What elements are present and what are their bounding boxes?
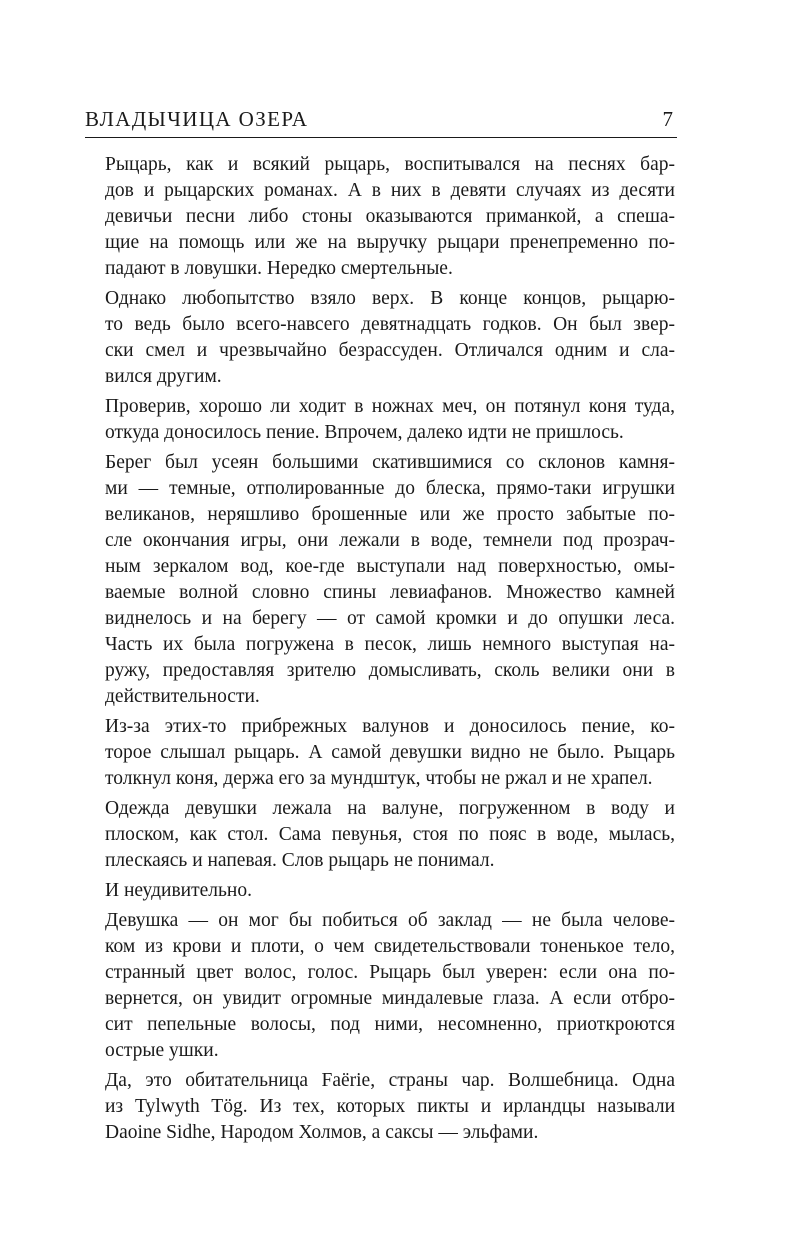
text-line: из Tylwyth Tög. Из тех, которых пикты и ирландцы называли (105, 1096, 675, 1117)
text-body (85, 152, 675, 1150)
paragraph (85, 878, 675, 904)
text-line: падают в ловушки. Нередко смертельные. (105, 258, 453, 279)
text-line: Одежда девушки лежала на валуне, погруженном в воду и (105, 798, 675, 819)
text-line: Daoine Sidhe, Народом Холмов, а саксы — эльфами. (105, 1122, 539, 1143)
text-line: Рыцарь, как и всякий рыцарь, воспитывался на песнях бар- (105, 154, 675, 175)
text-line: ваемые волной словно спины левиафанов. Множество камней (105, 582, 675, 603)
text-line: сит пепельные волосы, под ними, несомненно, приоткроются (105, 1014, 675, 1035)
text-line: плескаясь и напевая. Слов рыцарь не понимал. (105, 850, 495, 871)
text-line: Часть их была погружена в песок, лишь немного выступая на- (105, 634, 675, 655)
text-line: великанов, неряшливо брошенные или же просто забытые по- (105, 504, 675, 525)
running-header (85, 103, 677, 138)
text-line: действительности. (105, 686, 260, 707)
text-line: острые ушки. (105, 1040, 219, 1061)
text-line: Берег был усеян большими скатившимися со склонов камня- (105, 452, 675, 473)
text-line: виднелось и на берегу — от самой кромки и до опушки леса. (105, 608, 675, 629)
paragraph (85, 796, 675, 874)
text-line: ски смел и чрезвычайно безрассуден. Отличался одним и сла- (105, 340, 675, 361)
paragraph (85, 1068, 675, 1146)
text-line: Да, это обитательница Faёrie, страны чар. Волшебница. Одна (105, 1070, 675, 1091)
text-line: щие на помощь или же на выручку рыцари пренепременно по- (105, 232, 675, 253)
paragraph (85, 714, 675, 792)
text-line: ным зеркалом вод, кое-где выступали над поверхностью, омы- (105, 556, 675, 577)
text-line: толкнул коня, держа его за мундштук, чтобы не ржал и не храпел. (105, 768, 653, 789)
text-line: ми — темные, отполированные до блеска, прямо-таки игрушки (105, 478, 675, 499)
paragraph (85, 394, 675, 446)
text-line: Девушка — он мог бы побиться об заклад — не была челове- (105, 910, 675, 931)
text-line: девичьи песни либо стоны оказываются приманкой, а спеша- (105, 206, 675, 227)
text-line: откуда доносилось пение. Впрочем, далеко идти не пришлось. (105, 422, 624, 443)
text-line: вернется, он увидит огромные миндалевые глаза. А если отбро- (105, 988, 675, 1009)
paragraph (85, 450, 675, 710)
text-line: плоском, как стол. Сама певунья, стоя по пояс в воде, мылась, (105, 824, 675, 845)
text-line: вился другим. (105, 366, 222, 387)
text-line: странный цвет волос, голос. Рыцарь был уверен: если она по- (105, 962, 675, 983)
paragraph (85, 152, 675, 282)
text-line: сле окончания игры, они лежали в воде, темнели под прозрач- (105, 530, 675, 551)
paragraph (85, 908, 675, 1064)
text-line: И неудивительно. (105, 880, 252, 901)
text-line: то ведь было всего-навсего девятнадцать годков. Он был звер- (105, 314, 675, 335)
text-line: Из-за этих-то прибрежных валунов и доносилось пение, ко- (105, 716, 675, 737)
paragraph (85, 286, 675, 390)
page-number: 7 (662, 107, 673, 131)
text-line: Проверив, хорошо ли ходит в ножнах меч, он потянул коня туда, (105, 396, 675, 417)
text-line: Однако любопытство взяло верх. В конце концов, рыцарю- (105, 288, 675, 309)
text-line: ружу, предоставляя зрителю домысливать, сколь велики они в (105, 660, 675, 681)
text-line: торое слышал рыцарь. А самой девушки видно не было. Рыцарь (105, 742, 675, 763)
text-line: дов и рыцарских романах. А в них в девяти случаях из десяти (105, 180, 675, 201)
book-title: ВЛАДЫЧИЦА ОЗЕРА (85, 107, 309, 131)
text-line: ком из крови и плоти, о чем свидетельствовали тоненькое тело, (105, 936, 675, 957)
